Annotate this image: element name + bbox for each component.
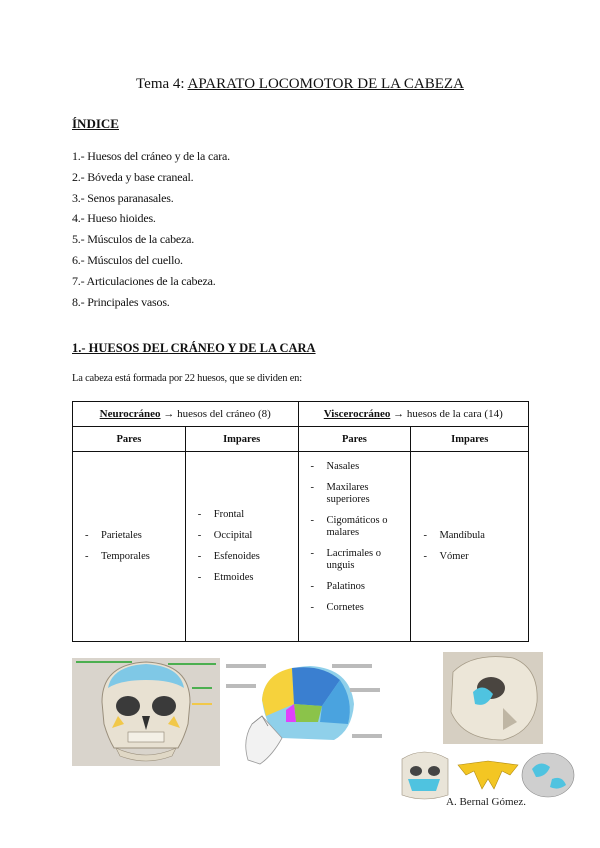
author-signature: A. Bernal Gómez. xyxy=(446,796,527,808)
list-item: - Cornetes xyxy=(307,602,411,614)
list-item: - Frontal xyxy=(194,509,298,521)
neuro-desc: huesos del cráneo (8) xyxy=(177,408,271,420)
list-item: 8.- Principales vasos. xyxy=(72,294,170,309)
list-item: - Maxilares superiores xyxy=(307,482,411,506)
viscero-title: Viscerocráneo xyxy=(323,408,391,420)
subheader-impares: Impares xyxy=(411,427,529,452)
neuro-impares-cell xyxy=(185,452,298,642)
list-item: - Mandíbula xyxy=(419,530,528,542)
list-item: 6.- Músculos del cuello. xyxy=(72,252,183,267)
bones-table xyxy=(72,401,529,642)
list-item: 5.- Músculos de la cabeza. xyxy=(72,232,195,247)
viscero-impares-cell xyxy=(411,452,529,642)
list-item: 7.- Articulaciones de la cabeza. xyxy=(72,273,216,288)
list-item: - Temporales xyxy=(81,551,185,563)
intro-text: La cabeza está formada por 22 huesos, que se dividen en: xyxy=(72,373,302,384)
neuro-pares-cell xyxy=(73,452,186,642)
viscero-pares-cell xyxy=(298,452,411,642)
arrow: → xyxy=(390,408,407,420)
list-item: - Occipital xyxy=(194,530,298,542)
list-item: 1.- Huesos del cráneo y de la cara. xyxy=(72,149,230,163)
list-item: - Lacrimales o unguis xyxy=(307,548,411,572)
list-item: - Nasales xyxy=(307,461,411,473)
list-item: - Palatinos xyxy=(307,581,411,593)
neuro-header xyxy=(73,402,299,427)
neuro-title: Neurocráneo xyxy=(99,408,161,420)
index-list xyxy=(72,146,230,312)
list-item: 4.- Hueso hioides. xyxy=(72,211,156,226)
title-prefix: Tema 4: xyxy=(136,76,188,92)
list-item: 3.- Senos paranasales. xyxy=(72,190,174,205)
subheader-pares: Pares xyxy=(298,427,411,452)
list-item: - Esfenoides xyxy=(194,551,298,563)
subheader-pares: Pares xyxy=(73,427,186,452)
skull-lateral-illustration xyxy=(222,660,384,770)
viscero-header xyxy=(298,402,529,427)
skull-front-illustration xyxy=(72,658,220,766)
list-item: 2.- Bóveda y base craneal. xyxy=(72,169,194,184)
index-heading: ÍNDICE xyxy=(72,116,119,131)
list-item: - Etmoides xyxy=(194,572,298,584)
skull-bones-illustrations xyxy=(398,745,578,803)
skull-3d-illustration xyxy=(443,652,543,744)
list-item: - Vómer xyxy=(419,551,528,563)
section-heading: 1.- HUESOS DEL CRÁNEO Y DE LA CARA xyxy=(72,341,316,355)
list-item: - Parietales xyxy=(81,530,185,542)
viscero-desc: huesos de la cara (14) xyxy=(406,408,503,420)
list-item: - Cigomáticos o malares xyxy=(307,515,411,539)
title-main: APARATO LOCOMOTOR DE LA CABEZA xyxy=(187,76,464,92)
subheader-impares: Impares xyxy=(185,427,298,452)
document-title xyxy=(0,76,600,93)
arrow: → xyxy=(160,408,178,420)
